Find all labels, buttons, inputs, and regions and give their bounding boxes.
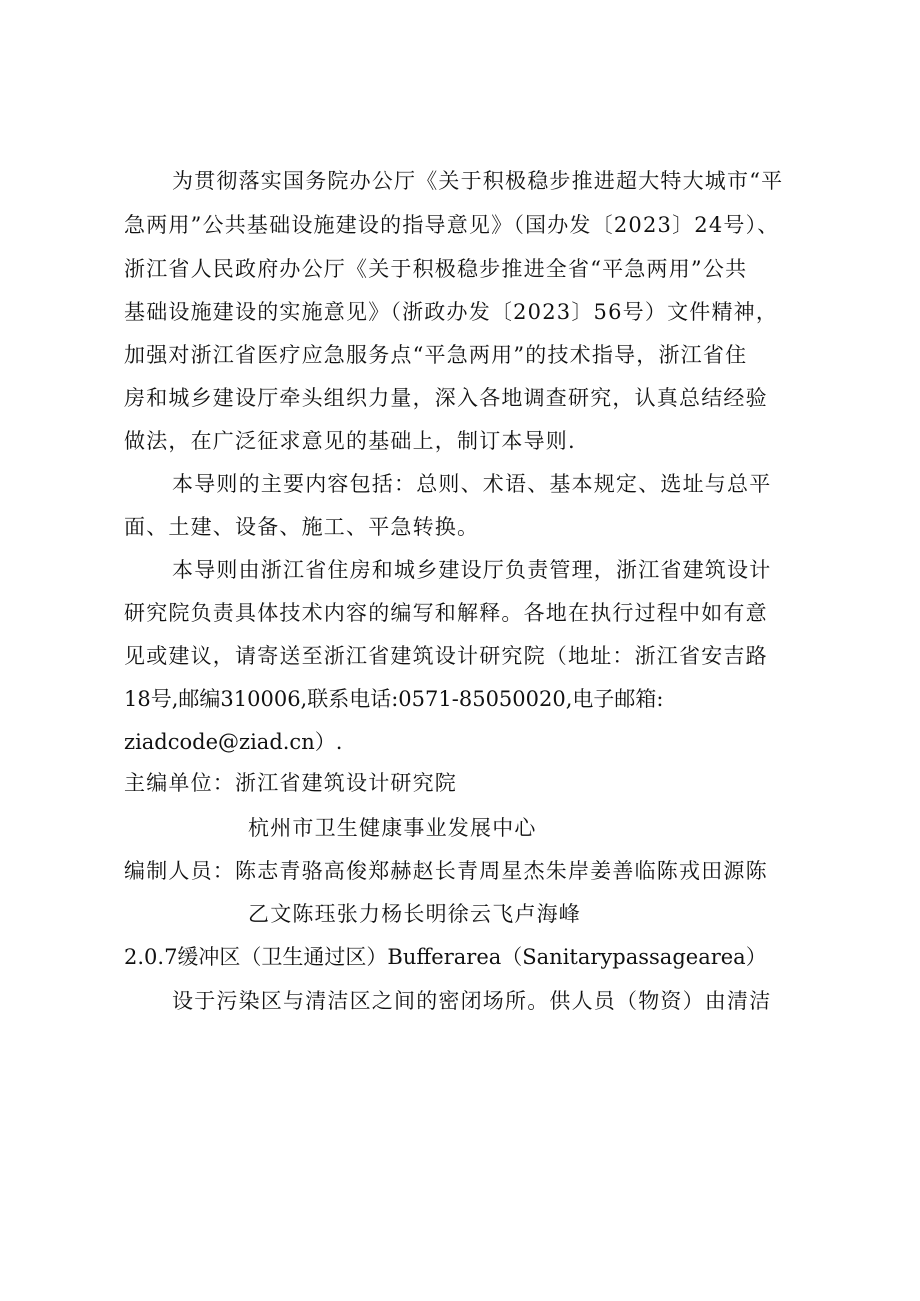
chief-editor-unit: 主编单位：浙江省建筑设计研究院 (124, 771, 457, 795)
text-line: ziadcode@ziad.cn）. (124, 730, 343, 754)
text-line: 基础设施建设的实施意见》（浙政办发〔2023〕56号）文件精神， (124, 300, 779, 324)
term-definition: 设于污染区与清洁区之间的密闭场所。供人员（物资）由清洁 (172, 989, 772, 1013)
text-line: 研究院负责具体技术内容的编写和解释。各地在执行过程中如有意 (124, 601, 768, 625)
text-line: 为贯彻落实国务院办公厅《关于积极稳步推进超大特大城市“平 (172, 169, 784, 193)
editing-staff-2: 乙文陈珏张力杨长明徐云飞卢海峰 (248, 902, 581, 926)
text-line: 加强对浙江省医疗应急服务点“平急两用”的技术指导，浙江省住 (124, 343, 748, 367)
text-line: 急两用”公共基础设施建设的指导意见》（国办发〔2023〕24号）、 (124, 213, 780, 237)
text-line: 18号,邮编310006,联系电话:0571-85050020,电子邮箱: (124, 687, 664, 711)
text-line: 房和城乡建设厅牵头组织力量，深入各地调查研究，认真总结经验 (124, 386, 768, 410)
text-line: 本导则由浙江省住房和城乡建设厅负责管理，浙江省建筑设计 (172, 558, 772, 582)
text-line: 做法，在广泛征求意见的基础上，制订本导则. (124, 429, 576, 453)
term-heading: 2.0.7缓冲区（卫生通过区）Bufferarea（Sanitarypassagearea） (124, 945, 767, 969)
text-line: 浙江省人民政府办公厅《关于积极稳步推进全省“平急两用”公共 (124, 257, 748, 281)
text-line: 见或建议，请寄送至浙江省建筑设计研究院（地址：浙江省安吉路 (124, 644, 768, 668)
chief-editor-unit-2: 杭州市卫生健康事业发展中心 (248, 816, 537, 840)
text-line: 面、土建、设备、施工、平急转换。 (124, 515, 480, 539)
text-line: 本导则的主要内容包括：总则、术语、基本规定、选址与总平 (172, 472, 772, 496)
editing-staff: 编制人员：陈志青骆高俊郑赫赵长青周星杰朱岸姜善临陈戎田源陈 (124, 859, 768, 883)
